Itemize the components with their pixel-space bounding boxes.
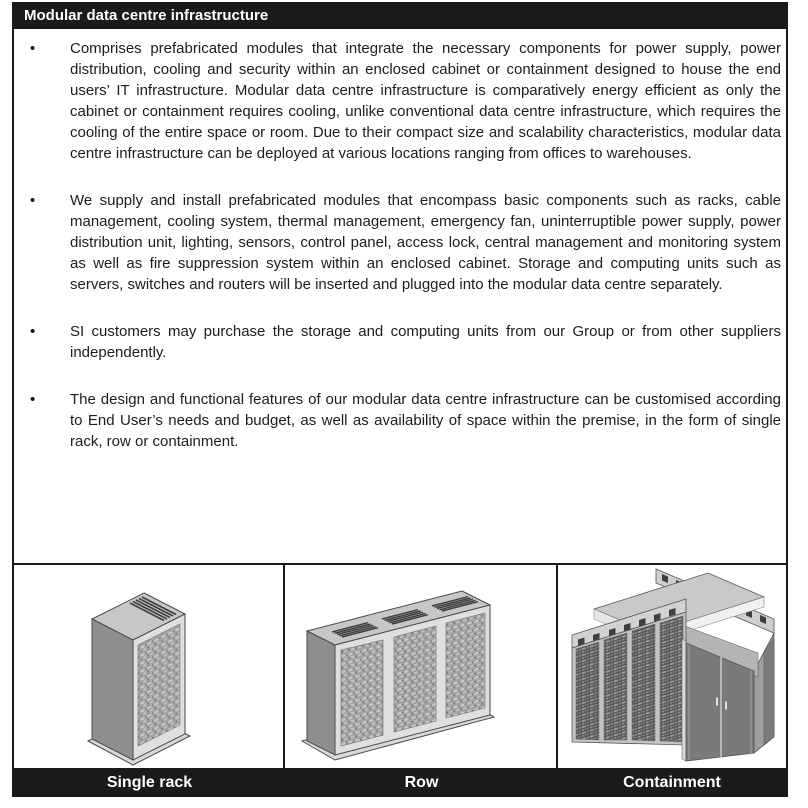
- bullet-paragraph-3: SI customers may purchase the storage and computing units from our Group or from other suppliers independently.: [70, 323, 781, 361]
- figure-cell-single-rack: [14, 565, 285, 768]
- table-header: [14, 2, 786, 29]
- figure-label-bar: [14, 768, 786, 797]
- list-item: [30, 38, 781, 164]
- modular-data-centre-table: [12, 2, 788, 797]
- figure-label-row: Row: [404, 773, 439, 791]
- figure-label-containment: Containment: [623, 773, 721, 791]
- figure-cell-containment: [558, 565, 786, 768]
- containment-illustration: [558, 565, 786, 768]
- bullet-list: [14, 29, 786, 563]
- bullet-paragraph-4: The design and functional features of our modular data centre infrastructure can be customised according to End User’s needs and budget, as well as availability of space within the premise, in the form of single rack, row or containment.: [70, 391, 781, 450]
- bullet-paragraph-1: Comprises prefabricated modules that integrate the necessary components for power supply, power distribution, cooling and security within an enclosed cabinet or containment designed to house the end users’ IT infrastructure. Modular data centre infrastructure is comparatively energy efficient as only the cabinet or containment requires cooling, unlike conventional data centre infrastructure, which requires the cooling of the entire space or room. Due to their compact size and scalability characteristics, modular data centre infrastructure can be deployed at various locations ranging from offices to warehouses.: [70, 40, 781, 162]
- list-item: [30, 190, 781, 295]
- list-item: [30, 321, 781, 363]
- figure-cell-row: [285, 565, 558, 768]
- bullet-icon: •: [30, 40, 36, 57]
- list-item: [30, 389, 781, 452]
- bullet-paragraph-2: We supply and install prefabricated modules that encompass basic components such as racks, cable management, cooling system, thermal management, emergency fan, uninterruptible power supply, power distribution unit, lighting, sensors, control panel, access lock, central management and monitoring system as well as fire suppression system within an enclosed cabinet. Storage and computing units such as servers, switches and routers will be inserted and plugged into the modular data centre separately.: [70, 192, 781, 293]
- bullet-icon: •: [30, 192, 36, 209]
- three-rack-row-illustration: [285, 565, 556, 768]
- bullet-icon: •: [30, 391, 36, 408]
- figure-label-single-rack: Single rack: [106, 773, 193, 791]
- page-title: Modular data centre infrastructure: [24, 7, 269, 24]
- single-rack-illustration: [14, 565, 283, 768]
- figure-grid: [14, 563, 786, 768]
- bullet-icon: •: [30, 323, 36, 340]
